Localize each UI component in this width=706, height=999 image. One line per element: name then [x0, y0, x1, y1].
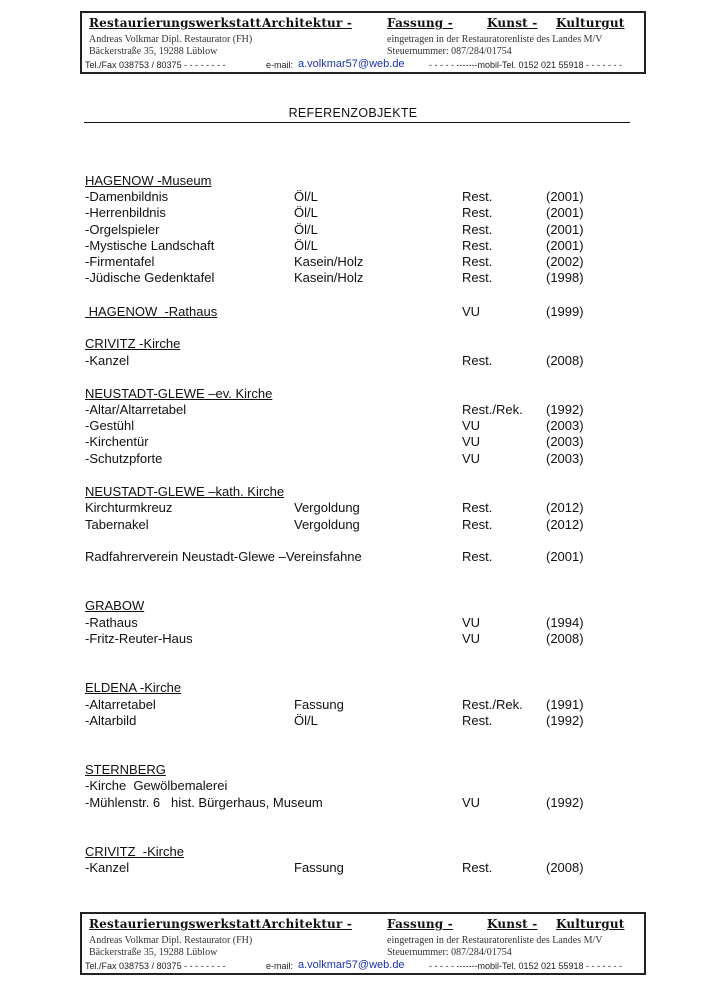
- object-name: -Schutzpforte: [85, 451, 163, 466]
- reference-row: [0, 713, 706, 729]
- object-year: (2008): [546, 631, 584, 646]
- object-year: (2002): [546, 254, 584, 269]
- object-name: -Altar/Altarretabel: [85, 402, 187, 417]
- reference-row: [0, 270, 706, 286]
- object-work: Rest.: [462, 860, 493, 875]
- letterhead-title-part: Fassung -: [387, 917, 453, 931]
- object-material: Öl/L: [294, 238, 318, 253]
- section-heading-row: [0, 386, 706, 402]
- letterhead-name: Andreas Volkmar Dipl. Restaurator (FH): [89, 935, 253, 946]
- object-material: Vergoldung: [294, 517, 360, 532]
- reference-row: [0, 451, 706, 467]
- letterhead-bottom: [80, 912, 646, 975]
- object-year: (2012): [546, 517, 584, 532]
- reference-row: [0, 500, 706, 516]
- object-material: Öl/L: [294, 205, 318, 220]
- object-year: (1992): [546, 795, 584, 810]
- letterhead-registry: eingetragen in der Restauratorenliste des Landes M/V: [387, 34, 603, 45]
- object-year: (2003): [546, 418, 584, 433]
- letterhead-email-label: e-mail:: [266, 60, 294, 70]
- object-work: Rest.: [462, 713, 493, 728]
- object-work: Rest.: [462, 222, 493, 237]
- object-year: (1998): [546, 270, 584, 285]
- reference-row: [0, 631, 706, 647]
- object-work: Rest.: [462, 254, 493, 269]
- letterhead-title-part: Restaurierungswerkstatt -: [89, 917, 271, 931]
- letterhead-mobile: - - - - - -------mobil-Tel. 0152 021 55918 - - - - - - -: [429, 60, 623, 70]
- object-year: (2001): [546, 189, 584, 204]
- object-year: (2003): [546, 434, 584, 449]
- letterhead-phone: Tel./Fax 038753 / 80375 - - - - - - - -: [85, 961, 226, 971]
- object-year: (2001): [546, 549, 584, 564]
- section-heading: GRABOW: [85, 598, 145, 613]
- letterhead-tax-number: Steuernummer: 087/284/01754: [387, 947, 512, 958]
- object-year: (1999): [546, 304, 584, 319]
- section-heading: NEUSTADT-GLEWE –ev. Kirche: [85, 386, 273, 401]
- reference-row: [0, 517, 706, 533]
- object-work: VU: [462, 418, 481, 433]
- object-name: Radfahrerverein Neustadt-Glewe –Vereinsfahne: [85, 549, 362, 564]
- object-name: -Gestühl: [85, 418, 135, 433]
- object-work: Rest.: [462, 205, 493, 220]
- object-work: VU: [462, 615, 481, 630]
- letterhead-phone: Tel./Fax 038753 / 80375 - - - - - - - -: [85, 60, 226, 70]
- letterhead-title-part: Architektur -: [262, 917, 353, 931]
- section-heading-row: [0, 762, 706, 778]
- object-name: -Mühlenstr. 6 hist. Bürgerhaus, Museum: [85, 795, 323, 810]
- object-year: (2012): [546, 500, 584, 515]
- object-work: Rest.: [462, 238, 493, 253]
- letterhead-mobile: - - - - - -------mobil-Tel. 0152 021 55918 - - - - - - -: [429, 961, 623, 971]
- object-work: VU: [462, 434, 481, 449]
- object-work: Rest.: [462, 500, 493, 515]
- letterhead-title-part: Kunst -: [487, 917, 538, 931]
- section-heading: HAGENOW -Museum: [85, 173, 212, 188]
- object-year: (1992): [546, 402, 584, 417]
- object-material: Vergoldung: [294, 500, 360, 515]
- section-heading: CRIVITZ -Kirche: [85, 844, 184, 859]
- section-heading: CRIVITZ -Kirche: [85, 336, 181, 351]
- section-heading-row: [0, 336, 706, 352]
- reference-row: [0, 418, 706, 434]
- reference-row: [0, 615, 706, 631]
- object-year: (1991): [546, 697, 584, 712]
- reference-row: [0, 222, 706, 238]
- reference-row: [0, 697, 706, 713]
- letterhead-email-link[interactable]: a.volkmar57@web.de: [298, 58, 405, 70]
- object-work: Rest./Rek.: [462, 402, 523, 417]
- reference-row: [0, 205, 706, 221]
- reference-row: [0, 189, 706, 205]
- object-name: -Damenbildnis: [85, 189, 169, 204]
- object-year: (2001): [546, 222, 584, 237]
- object-name: Kirchturmkreuz: [85, 500, 173, 515]
- section-heading: HAGENOW -Rathaus: [85, 304, 218, 319]
- object-work: Rest.: [462, 549, 493, 564]
- reference-row: [0, 254, 706, 270]
- object-name: -Orgelspieler: [85, 222, 160, 237]
- reference-row: [0, 795, 706, 811]
- object-year: (1994): [546, 615, 584, 630]
- object-name: -Rathaus: [85, 615, 138, 630]
- object-year: (2008): [546, 353, 584, 368]
- letterhead-title-part: Kulturgut: [556, 917, 625, 931]
- letterhead-registry: eingetragen in der Restauratorenliste des Landes M/V: [387, 935, 603, 946]
- object-material: Fassung: [294, 697, 344, 712]
- reference-row: [0, 778, 706, 794]
- object-name: -Kanzel: [85, 860, 130, 875]
- letterhead-title-part: Fassung -: [387, 16, 453, 30]
- letterhead-address: Bäckerstraße 35, 19288 Lüblow: [89, 947, 218, 958]
- letterhead-email-link[interactable]: a.volkmar57@web.de: [298, 959, 405, 971]
- object-work: Rest.: [462, 517, 493, 532]
- object-material: Kasein/Holz: [294, 270, 364, 285]
- reference-row: [0, 549, 706, 565]
- section-heading: STERNBERG: [85, 762, 166, 777]
- object-year: (2008): [546, 860, 584, 875]
- object-work: Rest.: [462, 270, 493, 285]
- object-name: -Jüdische Gedenktafel: [85, 270, 215, 285]
- reference-row: [0, 434, 706, 450]
- reference-row: [0, 402, 706, 418]
- object-work: VU: [462, 795, 481, 810]
- section-heading: ELDENA -Kirche: [85, 680, 182, 695]
- letterhead-title-part: Kulturgut: [556, 16, 625, 30]
- letterhead-title-part: Kunst -: [487, 16, 538, 30]
- letterhead-title: [82, 917, 644, 934]
- object-name: -Kirche Gewölbemalerei: [85, 778, 228, 793]
- letterhead-top: [80, 11, 646, 74]
- letterhead-tax-number: Steuernummer: 087/284/01754: [387, 46, 512, 57]
- object-work: VU: [462, 304, 481, 319]
- object-name: -Altarbild: [85, 713, 137, 728]
- object-material: Fassung: [294, 860, 344, 875]
- document-title: REFERENZOBJEKTE: [288, 106, 418, 120]
- reference-row: [0, 860, 706, 876]
- object-name: -Fritz-Reuter-Haus: [85, 631, 193, 646]
- object-material: Öl/L: [294, 189, 318, 204]
- object-material: Öl/L: [294, 222, 318, 237]
- title-divider: [84, 122, 630, 123]
- object-name: -Altarretabel: [85, 697, 156, 712]
- section-heading-row: [0, 680, 706, 696]
- object-year: (2003): [546, 451, 584, 466]
- reference-row: [0, 353, 706, 369]
- letterhead-title-part: Restaurierungswerkstatt -: [89, 16, 271, 30]
- object-material: Kasein/Holz: [294, 254, 364, 269]
- object-year: (2001): [546, 238, 584, 253]
- reference-row: [0, 304, 706, 320]
- object-name: Tabernakel: [85, 517, 149, 532]
- object-material: Öl/L: [294, 713, 318, 728]
- object-work: Rest./Rek.: [462, 697, 523, 712]
- section-heading-row: [0, 173, 706, 189]
- letterhead-title-part: Architektur -: [262, 16, 353, 30]
- object-work: Rest.: [462, 353, 493, 368]
- object-work: VU: [462, 451, 481, 466]
- object-name: -Kanzel: [85, 353, 130, 368]
- section-heading-row: [0, 844, 706, 860]
- section-heading-row: [0, 484, 706, 500]
- letterhead-name: Andreas Volkmar Dipl. Restaurator (FH): [89, 34, 253, 45]
- letterhead-address: Bäckerstraße 35, 19288 Lüblow: [89, 46, 218, 57]
- letterhead-email-label: e-mail:: [266, 961, 294, 971]
- object-year: (2001): [546, 205, 584, 220]
- object-name: -Mystische Landschaft: [85, 238, 215, 253]
- object-work: Rest.: [462, 189, 493, 204]
- letterhead-title: [82, 16, 644, 33]
- object-name: -Kirchentür: [85, 434, 149, 449]
- object-year: (1992): [546, 713, 584, 728]
- object-name: -Herrenbildnis: [85, 205, 166, 220]
- section-heading: NEUSTADT-GLEWE –kath. Kirche: [85, 484, 285, 499]
- reference-row: [0, 238, 706, 254]
- section-heading-row: [0, 598, 706, 614]
- object-work: VU: [462, 631, 481, 646]
- object-name: -Firmentafel: [85, 254, 155, 269]
